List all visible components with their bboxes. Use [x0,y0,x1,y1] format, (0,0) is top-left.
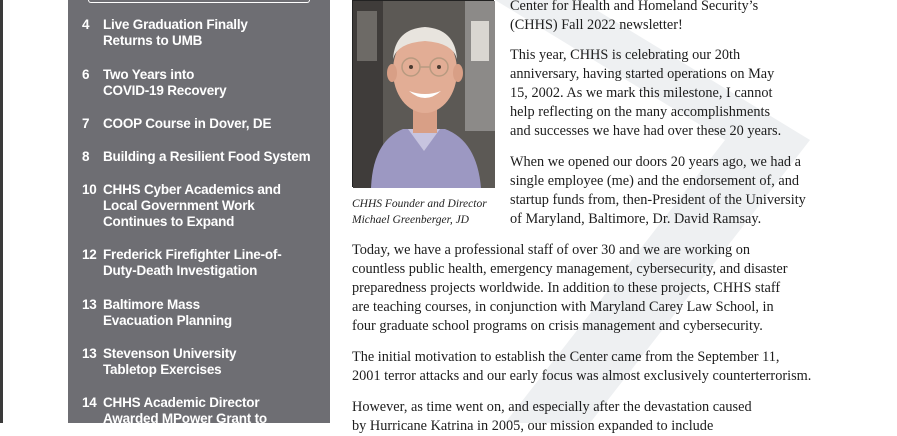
toc-title-line: Duty-Death Investigation [103,263,258,278]
text-line: This year, CHHS is celebrating our 20th [510,47,741,63]
toc-title-line: Frederick Firefighter Line-of- [103,247,282,262]
mission-paragraph [352,398,752,436]
toc-title-line: CHHS Cyber Academics and [103,182,281,197]
photo-caption [352,196,502,228]
toc-page-number: 14 [82,395,97,410]
toc-title-line: COOP Course in Dover, DE [103,116,272,131]
toc-page-number: 12 [82,247,97,262]
text-line: four graduate school programs on crisis management and cybersecurity. [352,318,763,334]
text-line: Center for Health and Homeland Security’s [510,0,759,14]
toc-title [103,17,325,49]
toc-page-number: 7 [82,116,90,131]
toc-title-line: Baltimore Mass [103,297,200,312]
toc-title-line: Live Graduation Finally [103,17,248,32]
text-line: The initial motivation to establish the Center came from the September 11, [352,349,780,365]
toc-title [103,116,325,132]
toc-title [103,297,325,329]
text-line: anniversary, having started operations on May [510,66,775,82]
text-line: 15, 2002. As we mark this milestone, I cannot [510,85,773,101]
founder-photo [352,0,494,187]
toc-title-line: Stevenson University [103,346,237,361]
toc-page-number: 6 [82,67,90,82]
toc-title-line: COVID-19 Recovery [103,83,227,98]
text-line: However, as time went on, and especially after the devastation caused [352,399,752,415]
caption-line: CHHS Founder and Director [352,198,487,210]
text-line: 2001 terror attacks and our early focus was almost exclusively counterterrorism. [352,368,812,384]
toc-title-line: Building a Resilient Food System [103,149,311,164]
toc-page-number: 10 [82,182,97,197]
toc-title-line: Continues to Expand [103,214,235,229]
toc-title [103,346,325,378]
staff-paragraph [352,241,788,336]
table-of-contents [68,0,330,426]
toc-title-line: Returns to UMB [103,33,203,48]
anniversary-paragraph [510,46,781,141]
text-line: are teaching courses, in conjunction with Maryland Carey Law School, in [352,299,774,315]
toc-title-line: Evacuation Planning [103,313,232,328]
motivation-paragraph [352,348,811,386]
toc-title-line: Tabletop Exercises [103,362,222,377]
text-line: (CHHS) Fall 2022 newsletter! [510,17,683,33]
toc-page-number: 4 [82,17,90,32]
founding-paragraph [510,153,806,229]
toc-title-line: Awarded MPower Grant to [103,411,267,426]
toc-header-frame [88,0,310,3]
toc-title-line: Local Government Work [103,198,255,213]
toc-title [103,67,325,99]
text-line: preparedness projects worldwide. In addition to these projects, CHHS staff [352,280,781,296]
toc-title [103,247,325,279]
text-line: countless public health, emergency management, cybersecurity, and disaster [352,261,788,277]
text-line: When we opened our doors 20 years ago, we had a [510,154,801,170]
article-area [330,0,897,434]
toc-title-line: CHHS Academic Director [103,395,260,410]
toc-title [103,182,325,230]
text-line: startup funds from, then-President of the University [510,192,806,208]
text-line: and successes we have had over these 20 years. [510,123,782,139]
text-line: help reflecting on the many accomplishments [510,104,771,120]
toc-title [103,149,325,165]
text-line: by Hurricane Katrina in 2005, our mission expanded to include [352,418,714,434]
toc-page-number: 13 [82,297,97,312]
intro-paragraph [510,0,758,35]
toc-title-line: Two Years into [103,67,195,82]
portrait-image [353,1,495,188]
text-line: of Maryland, Baltimore, Dr. David Ramsay. [510,211,762,227]
toc-page-number: 13 [82,346,97,361]
text-line: single employee (me) and the endorsement of, and [510,173,800,189]
page-edge-rule [0,0,3,423]
text-line: Today, we have a professional staff of over 30 and we are working on [352,242,750,258]
toc-title [103,395,325,427]
toc-page-number: 8 [82,149,90,164]
caption-line: Michael Greenberger, JD [352,214,469,226]
